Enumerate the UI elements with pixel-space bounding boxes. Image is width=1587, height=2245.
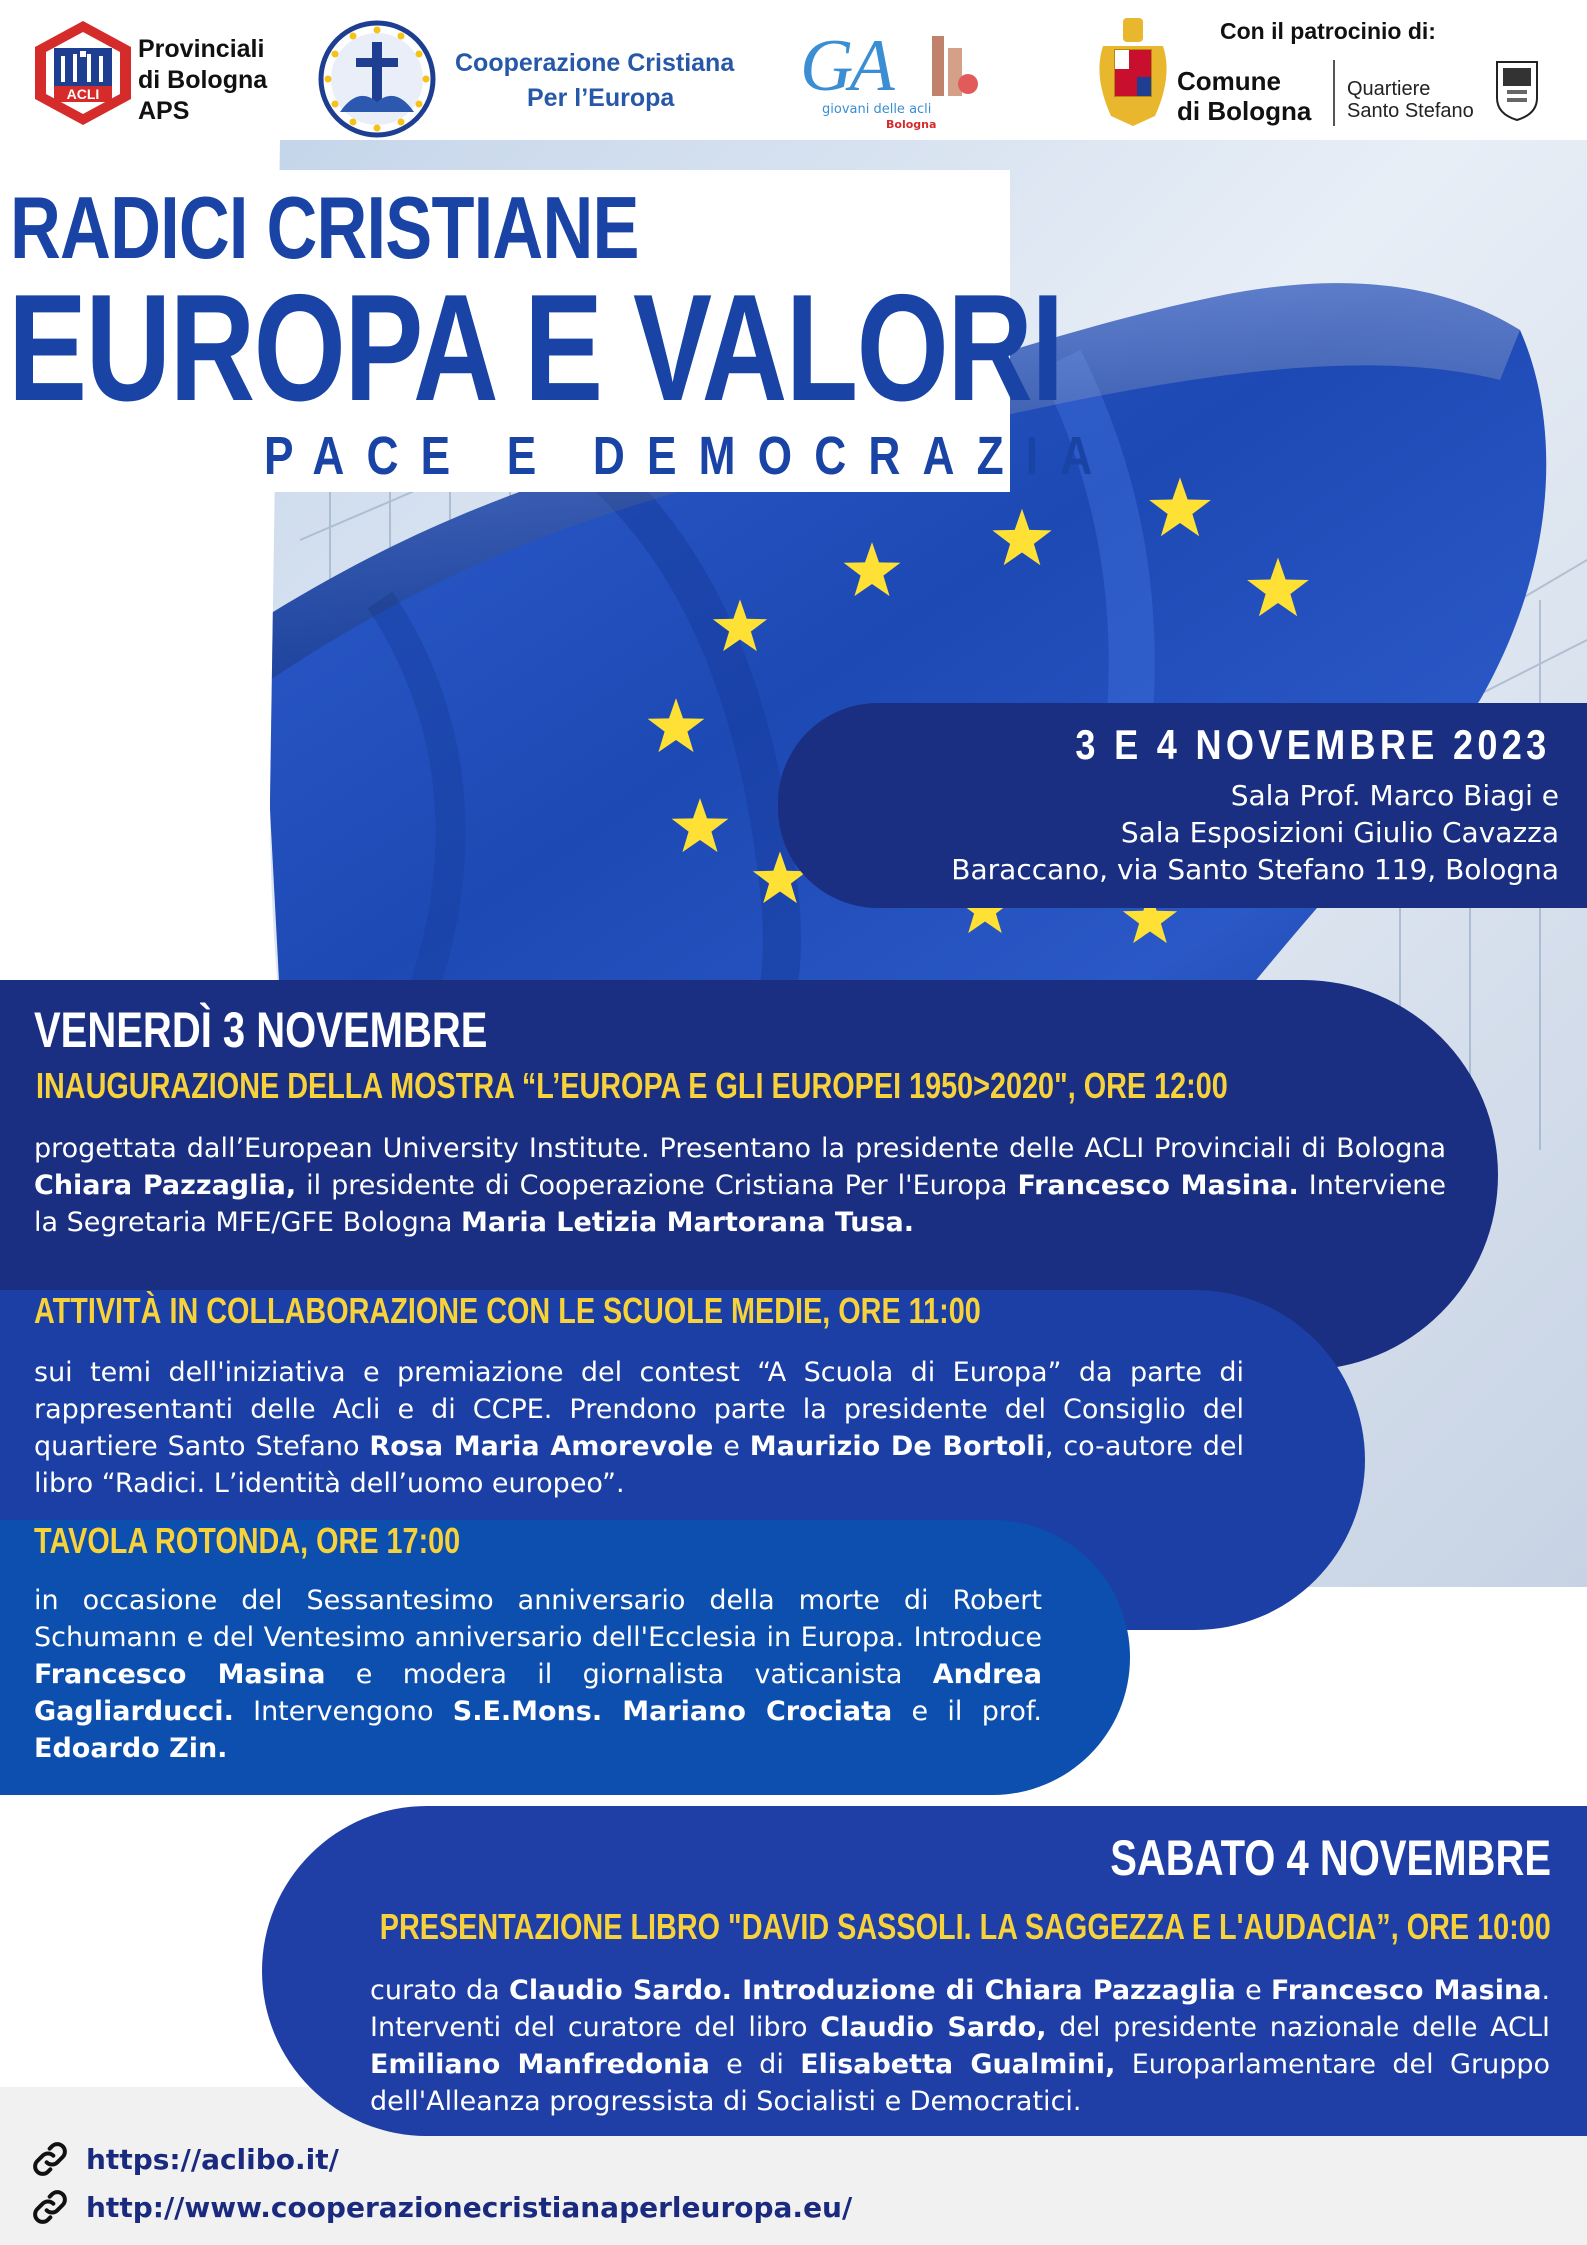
- ga-mark: GA: [800, 25, 891, 107]
- giovani-acli-logo: [790, 25, 990, 135]
- venue-line-2: Sala Esposizioni Giulio Cavazza: [1120, 816, 1559, 849]
- acli-line: APS: [138, 97, 190, 125]
- link-text[interactable]: http://www.cooperazionecristianaperleuropa.eu/: [86, 2190, 853, 2224]
- friday-block-3: [0, 1520, 1130, 1795]
- link-icon: [30, 2139, 70, 2179]
- venue-line-3: Baraccano, via Santo Stefano 119, Bologna: [951, 853, 1559, 886]
- text-run: sui temi dell'iniziativa e premiazione del contest “A Scuola di Europa” da parte di rappresentanti delle Acli e di CCPE. Prendono parte la presidente del Consiglio del quartiere Santo Stefano: [34, 1357, 1244, 1462]
- speaker-name: Edoardo Zin.: [34, 1733, 228, 1764]
- quartiere-line: Quartiere: [1347, 78, 1431, 100]
- speaker-name: Chiara Pazzaglia,: [34, 1170, 297, 1201]
- ccpe-line: Per l’Europa: [527, 84, 675, 112]
- acli-name: [138, 34, 267, 127]
- text-run: in occasione del Sessantesimo anniversario della morte di Robert Schumann e del Ventesimo anniversario dell'Ecclesia in Europa. Introduce: [34, 1585, 1042, 1653]
- link-icon: [30, 2187, 70, 2227]
- text-run: e: [1235, 1975, 1272, 2006]
- friday-event-2-title: ATTIVITÀ IN COLLABORAZIONE CON LE SCUOLE MEDIE, ORE 11:00: [34, 1290, 981, 1331]
- ccpe-name: [455, 46, 734, 116]
- speaker-name: Maurizio De Bortoli: [749, 1431, 1045, 1462]
- text-run: del presidente nazionale delle ACLI: [1046, 2012, 1550, 2043]
- acli-line: di Bologna: [138, 66, 268, 94]
- friday-event-1-title: INAUGURAZIONE DELLA MOSTRA “L’EUROPA E GLI EUROPEI 1950>2020", ORE 12:00: [36, 1065, 1228, 1106]
- bologna-towers-icon: [918, 30, 982, 100]
- patronage-label: Con il patrocinio di:: [1220, 18, 1436, 44]
- comune-bologna-crest-icon: [1093, 16, 1173, 128]
- saturday-block: [262, 1806, 1587, 2136]
- ccpe-line: Cooperazione Cristiana: [455, 49, 735, 77]
- comune-bologna-name: [1177, 66, 1311, 126]
- text-run: e: [713, 1431, 750, 1462]
- friday-event-2-text: [34, 1354, 1244, 1502]
- text-run: . Interventi del curatore del libro: [370, 1975, 1551, 2043]
- speaker-name: Francesco Masina.: [1017, 1170, 1299, 1201]
- friday-heading: VENERDÌ 3 NOVEMBRE: [34, 1002, 488, 1058]
- text-run: e modera il giornalista vaticanista: [325, 1659, 933, 1690]
- quartiere-crest-icon: [1493, 58, 1541, 122]
- title-line-3: PACE E DEMOCRAZIA: [264, 426, 1115, 486]
- aclibo-link[interactable]: [30, 2139, 339, 2179]
- title-line-1: RADICI CRISTIANE: [10, 178, 639, 277]
- text-run: progettata dall’European University Institute. Presentano la presidente delle ACLI Provinciali di Bologna: [34, 1133, 1446, 1164]
- text-run: Europarlamentare del Gruppo dell'Alleanza progressista di Socialisti e Democratici.: [370, 2049, 1550, 2117]
- speaker-name: Emiliano Manfredonia: [370, 2049, 710, 2080]
- saturday-event-1-title: PRESENTAZIONE LIBRO "DAVID SASSOLI. LA SAGGEZZA E L'AUDACIA”, ORE 10:00: [379, 1906, 1551, 1947]
- saturday-heading: SABATO 4 NOVEMBRE: [1110, 1830, 1551, 1886]
- text-run: il presidente di Cooperazione Cristiana Per l'Europa: [296, 1170, 1018, 1201]
- title-line-2: EUROPA E VALORI: [8, 263, 1063, 433]
- friday-event-1-text: [34, 1130, 1446, 1241]
- speaker-name: Claudio Sardo. Introduzione di Chiara Pazzaglia: [509, 1975, 1236, 2006]
- quartiere-line: Santo Stefano: [1347, 100, 1474, 122]
- title-block: [0, 170, 1115, 492]
- speaker-name: S.E.Mons. Mariano Crociata: [452, 1696, 893, 1727]
- header-logos: [0, 0, 1587, 140]
- text-run: curato da: [370, 1975, 510, 2006]
- comune-line: di Bologna: [1177, 96, 1312, 126]
- saturday-event-1-text: [370, 1972, 1550, 2120]
- friday-event-3-title: TAVOLA ROTONDA, ORE 17:00: [34, 1520, 461, 1561]
- friday-event-3-text: [34, 1582, 1042, 1767]
- date-venue-box: [778, 703, 1587, 908]
- link-text[interactable]: https://aclibo.it/: [86, 2142, 339, 2176]
- ccpe-website-link[interactable]: [30, 2187, 852, 2227]
- text-run: e il prof.: [892, 1696, 1043, 1727]
- quartiere-name: [1347, 78, 1474, 122]
- speaker-name: Rosa Maria Amorevole: [369, 1431, 714, 1462]
- text-run: Intervengono: [233, 1696, 453, 1727]
- text-run: Interviene la Segretaria MFE/GFE Bologna: [34, 1170, 1446, 1238]
- speaker-name: Francesco Masina: [34, 1659, 326, 1690]
- text-run: e di: [709, 2049, 801, 2080]
- ccpe-logo-icon: [318, 20, 436, 138]
- speaker-name: Maria Letizia Martorana Tusa.: [461, 1207, 915, 1238]
- acli-line: Provinciali: [138, 35, 265, 63]
- speaker-name: Andrea Gagliarducci.: [34, 1659, 1042, 1727]
- ga-city: Bologna: [886, 118, 937, 131]
- speaker-name: Claudio Sardo,: [820, 2012, 1047, 2043]
- venue-line-1: Sala Prof. Marco Biagi e: [1230, 779, 1559, 812]
- speaker-name: Francesco Masina: [1271, 1975, 1542, 2006]
- acli-logo-icon: [28, 18, 138, 128]
- ga-text: giovani delle acli: [822, 102, 932, 117]
- acli-badge-text: ACLI: [66, 86, 100, 102]
- event-date: 3 E 4 NOVEMBRE 2023: [1075, 721, 1551, 768]
- comune-line: Comune: [1177, 66, 1281, 96]
- speaker-name: Elisabetta Gualmini,: [800, 2049, 1116, 2080]
- text-run: , co-autore del libro “Radici. L’identità dell’uomo europeo”.: [34, 1431, 1244, 1499]
- logo-divider: [1333, 60, 1335, 126]
